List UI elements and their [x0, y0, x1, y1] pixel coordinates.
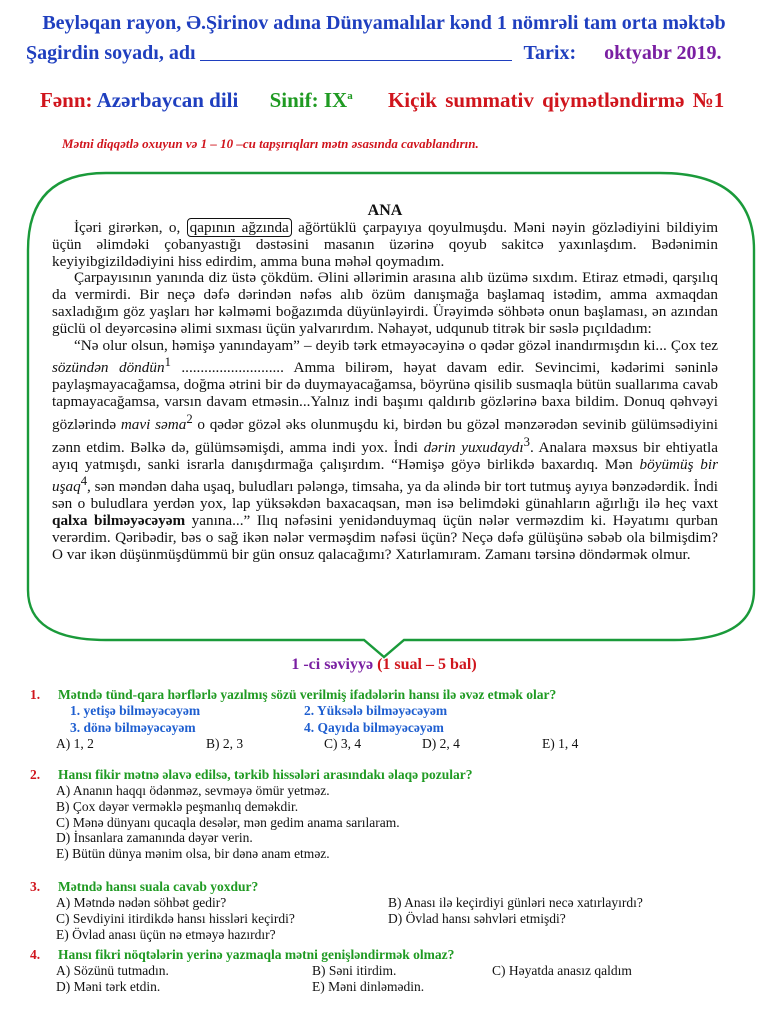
date-value: oktyabr 2019.: [604, 42, 722, 64]
subject-line: [40, 88, 740, 113]
instruction-text: Mətni diqqətlə oxuyun və 1 – 10 –cu tapşırıqları mətn əsasında cavablandırın.: [62, 136, 479, 151]
school-header: Beyləqan rayon, Ə.Şirinov adına Dünyamalılar kənd 1 nömrəli tam orta məktəb: [42, 12, 726, 34]
answer-option-a[interactable]: A) Mətndə nədən söhbət gedir?: [56, 895, 227, 910]
answer-option-c[interactable]: C) Sevdiyini itirdikdə hansı hissləri keçirdi?: [56, 910, 295, 926]
date-label: Tarix:: [523, 42, 577, 64]
answer-option-b[interactable]: B) Səni itirdim.: [312, 963, 397, 978]
boxed-phrase: qapının ağzında: [187, 218, 292, 237]
answer-option-b[interactable]: B) Anası ilə keçirdiyi günləri necə xatırlayırdı?: [388, 895, 643, 910]
bold-word: qalxa bilməyəcəyəm: [52, 512, 186, 529]
answer-option-c[interactable]: C) Həyatda anasız qaldım: [492, 963, 632, 978]
question-text: Mətndə hansı suala cavab yoxdur?: [58, 879, 259, 894]
question-number: 2.: [30, 767, 41, 782]
level-points: (1 sual – 5 bal): [377, 656, 477, 673]
answer-option-d[interactable]: D) Övlad hansı səhvləri etmişdi?: [388, 910, 566, 926]
answer-option-a[interactable]: A) Sözünü tutmadın.: [56, 963, 169, 978]
class-label: Sinif:: [269, 88, 319, 112]
paragraph-2: Çarpayısının yanında diz üstə çökdüm. Əlini əllərimin arasına alıb üzümə sıxdım. Etiraz etmədi, qarşılıq da vermirdi. Bir neçə dəfə dərindən nəfəs alıb özüm danışmağa başlamaq istədim, amma axmaqdan saxladığım göz yaşları hər kəlməmi boğazımda düyünləyirdi. Ürəyimdə söhbətə onun başlaması, ən azından güclü ol deyərcəsinə əlimi sıxması üçün yalvarırdım. Nəhayət, udqunub titrək bir səslə pıçıldadım:: [52, 269, 718, 337]
answer-option-e[interactable]: E) Övlad anası üçün nə etməyə hazırdır?: [56, 926, 276, 942]
answer-option-e[interactable]: E) 1, 4: [542, 736, 579, 751]
student-name-label: Şagirdin soyadı, adı: [26, 42, 196, 64]
assessment-title: Kiçik summativ qiymətləndirmə №1: [387, 88, 725, 112]
phrase-option: 1. yetişə bilməyəcəyəm: [70, 703, 201, 718]
answer-option-b[interactable]: B) 2, 3: [206, 736, 244, 751]
answer-option-b[interactable]: B) Çox dəyər verməklə peşmanlıq deməkdir.: [56, 798, 299, 814]
question-2: [30, 766, 750, 862]
class-value: $IX^a$: [323, 88, 353, 112]
question-text: Mətndə tünd-qara hərflərlə yazılmış sözü verilmiş ifadələrin hansı ilə əvəz etmək olar?: [58, 687, 557, 702]
student-info-line: [26, 42, 766, 65]
answer-option-d[interactable]: D) İnsanlara zamanında dəyər verin.: [56, 830, 253, 846]
reading-text: [52, 203, 718, 623]
answer-option-c[interactable]: C) 3, 4: [324, 736, 362, 751]
paragraph-3: “Nə olur olsun, həmişə yanındayam” – deyib tərk etməyəcəyinə o qədər gözəl inandırmışdın ki... Çox tez sözündən döndün$^1$ ........................... Amma bilirəm, həyat davam edir. Sevincimi, kədərimi səninlə paylaşmayacağamsa, doğma ətrini bir də duymayacağamsa, böyrünə qisilib susmaqla bütün suallarıma cavab tapmayacağamsa, varsın davam etməsin...Yalnız indi başımı qaldırıb gözlərinə baxa bildim. Donuq qəhvəyi gözlərində mavi səma$^2$ o qədər gözəl əks olunmuşdu ki, birdən bu gözəl mənzərədən sevinib gülümsədiyini zənn etdim. Bəlkə də, gülümsəmişdi, amma indi yox. İndi dərin yuxudaydı$^3$. Analara məxsus bir ehtiyatla ayıq yatmışdı, sanki israrla danışdırmağa çalışırdım. “Həmişə göyə birlikdə baxardıq. Mən böyümüş bir uşaq$^4$, sən məndən daha uşaq, buludları pələngə, timsaha, ya da əlində bir tort tutmuş ayıya bənzədərdik. İndi sən o buludlara yerdən yox, lap yüksəkdən baxacaqsan, mən isə belimdəki günahların ağırlığı ilə heç vaxt qalxa bilməyəcəyəm yanına...” Ilıq nəfəsini yenidənduymaq üçün nələr verməzdim ki. Həyatımı qurban verərdim. Qəribədir, bəs o sağ ikən nələr verməşdim nəfəsi üçün? Neçə dəfə gülüşünə səbəb ola bilmişdim? O var ikən düşünmüşdümmü bir gün onsuz qalacağımı? Xatırlamıram. Zamanı tərsinə döndərmək olmur.: [52, 336, 718, 563]
answer-option-d[interactable]: D) Məni tərk etdin.: [56, 978, 161, 994]
question-text: Hansı fikir mətnə əlavə edilsə, tərkib hissələri arasındakı əlaqə pozular?: [58, 767, 473, 782]
question-1: [30, 686, 750, 752]
phrase-option: 3. dönə bilməyəcəyəm: [70, 719, 196, 735]
subject-label: Fənn:: [40, 88, 93, 112]
question-text: Hansı fikri nöqtələrin yerinə yazmaqla mətni genişləndirmək olmaz?: [58, 947, 455, 962]
student-name-blank[interactable]: [200, 43, 512, 61]
phrase-option: 4. Qayıda bilməyəcəyəm: [304, 719, 444, 735]
question-number: 3.: [30, 879, 41, 894]
question-number: 4.: [30, 947, 41, 962]
text-title: ANA: [367, 203, 403, 219]
paragraph-1: İçəri girərkən, o, qapının ağzında ağörtüklü çarpayıya qoyulmuşdu. Məni nəyin gözlədiyini bildiyim üçün əlimdəki çobanyastığı dəstəsini masanın üzərinə qoyub sakitcə yaxınlaşdım. Bədənimin keyiyibgizildədiyini hiss edirdim, amma buna məhəl qoymadım.: [52, 219, 718, 270]
answer-option-c[interactable]: C) Mənə dünyanı qucaqla desələr, mən gedim anama sarılaram.: [56, 814, 400, 830]
question-3: [30, 878, 750, 942]
answer-option-a[interactable]: A) Ananın haqqı ödənməz, sevməyə ömür yetməz.: [56, 783, 330, 798]
level-heading: [0, 656, 768, 674]
question-number: 1.: [30, 687, 41, 702]
phrase-option: 2. Yüksələ bilməyəcəyəm: [304, 703, 448, 718]
answer-option-d[interactable]: D) 2, 4: [422, 736, 460, 751]
subject-value: Azərbaycan dili: [96, 88, 239, 112]
question-4: [30, 946, 750, 995]
level-label: 1 -ci səviyyə: [291, 656, 374, 673]
answer-option-e[interactable]: E) Məni dinləmədin.: [312, 978, 425, 994]
answer-option-e[interactable]: E) Bütün dünya mənim olsa, bir dənə anam etməz.: [56, 846, 330, 862]
answer-option-a[interactable]: A) 1, 2: [56, 736, 94, 751]
